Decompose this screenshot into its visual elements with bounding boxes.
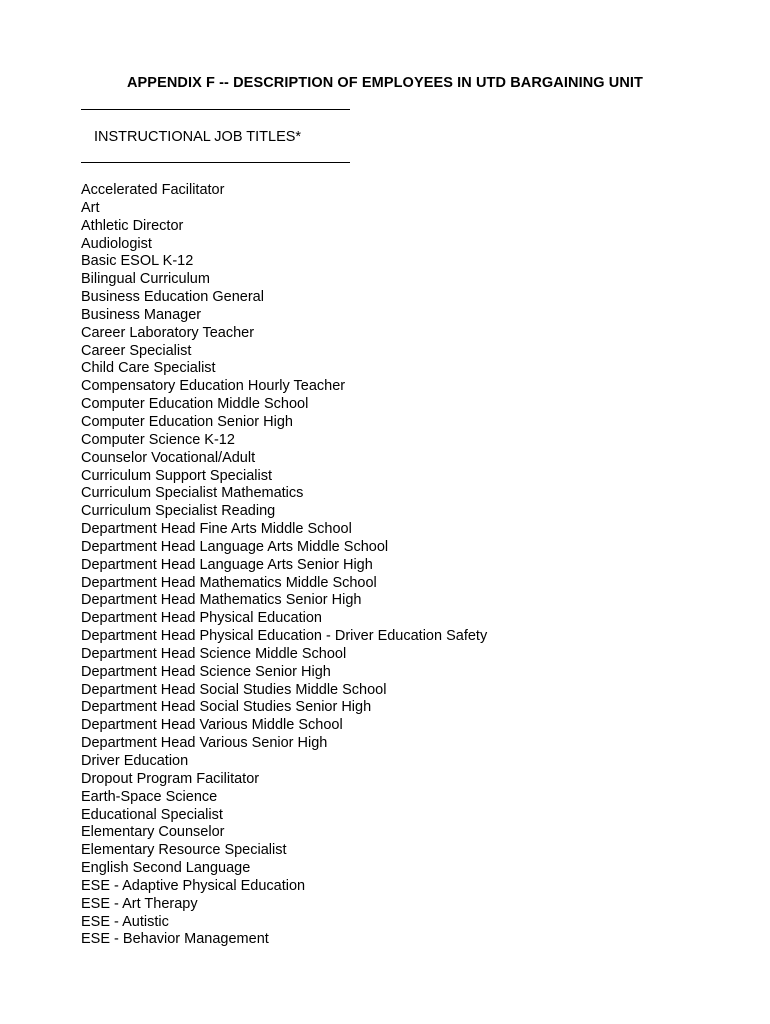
job-title-list (81, 182, 487, 949)
job-title-item: Business Manager (81, 306, 202, 323)
job-title-item: English Second Language (81, 860, 251, 877)
job-title-item: Elementary Resource Specialist (81, 842, 287, 859)
job-title-item: Department Head Language Arts Senior High (81, 556, 373, 573)
job-title-item: Educational Specialist (81, 806, 223, 823)
job-title-item: Audiologist (81, 235, 152, 252)
job-title-item: Career Specialist (81, 342, 192, 359)
job-title-item: Department Head Mathematics Senior High (81, 592, 362, 609)
job-title-item: Department Head Fine Arts Middle School (81, 521, 352, 538)
job-title-item: Compensatory Education Hourly Teacher (81, 378, 346, 395)
horizontal-rule-bottom (81, 162, 350, 163)
job-title-item: Department Head Various Middle School (81, 717, 343, 734)
job-title-item: Accelerated Facilitator (81, 182, 225, 198)
job-title-item: Business Education General (81, 289, 264, 306)
job-title-item: Department Head Language Arts Middle School (81, 538, 389, 555)
job-title-item: Counselor Vocational/Adult (81, 449, 256, 466)
job-title-item: Department Head Mathematics Middle School (81, 574, 377, 591)
job-title-item: Child Care Specialist (81, 360, 216, 377)
job-title-item: Department Head Various Senior High (81, 735, 328, 752)
job-title-item: Computer Science K-12 (81, 431, 235, 448)
document-title: APPENDIX F -- DESCRIPTION OF EMPLOYEES IN UTD BARGAINING UNIT (126, 75, 644, 91)
job-title-item: Art (81, 199, 100, 216)
job-title-item: Computer Education Senior High (81, 413, 293, 430)
job-title-item: Curriculum Specialist Mathematics (81, 485, 304, 502)
job-title-item: Bilingual Curriculum (81, 271, 210, 288)
job-title-item: Department Head Physical Education (81, 610, 322, 627)
job-title-item: Dropout Program Facilitator (81, 770, 260, 787)
job-title-item: ESE - Autistic (81, 913, 169, 930)
job-title-item: Basic ESOL K-12 (81, 253, 194, 270)
job-title-item: ESE - Art Therapy (81, 895, 198, 912)
job-title-item: Department Head Social Studies Middle School (81, 681, 387, 698)
job-title-item: Athletic Director (81, 217, 184, 234)
horizontal-rule-top (81, 109, 350, 110)
job-title-item: Computer Education Middle School (81, 396, 309, 413)
job-title-item: ESE - Behavior Management (81, 931, 269, 948)
job-title-item: Earth-Space Science (81, 788, 218, 805)
job-title-item: Department Head Science Middle School (81, 645, 347, 662)
job-title-item: Department Head Physical Education - Driver Education Safety (81, 628, 488, 645)
job-title-item: ESE - Adaptive Physical Education (81, 877, 306, 894)
job-title-item: Career Laboratory Teacher (81, 324, 255, 341)
job-title-item: Department Head Science Senior High (81, 663, 331, 680)
job-title-item: Department Head Social Studies Senior High (81, 699, 372, 716)
job-title-item: Curriculum Support Specialist (81, 467, 272, 484)
job-title-item: Curriculum Specialist Reading (81, 503, 276, 520)
job-title-item: Elementary Counselor (81, 824, 225, 841)
section-heading: INSTRUCTIONAL JOB TITLES* (94, 129, 302, 145)
job-title-item: Driver Education (81, 753, 189, 769)
